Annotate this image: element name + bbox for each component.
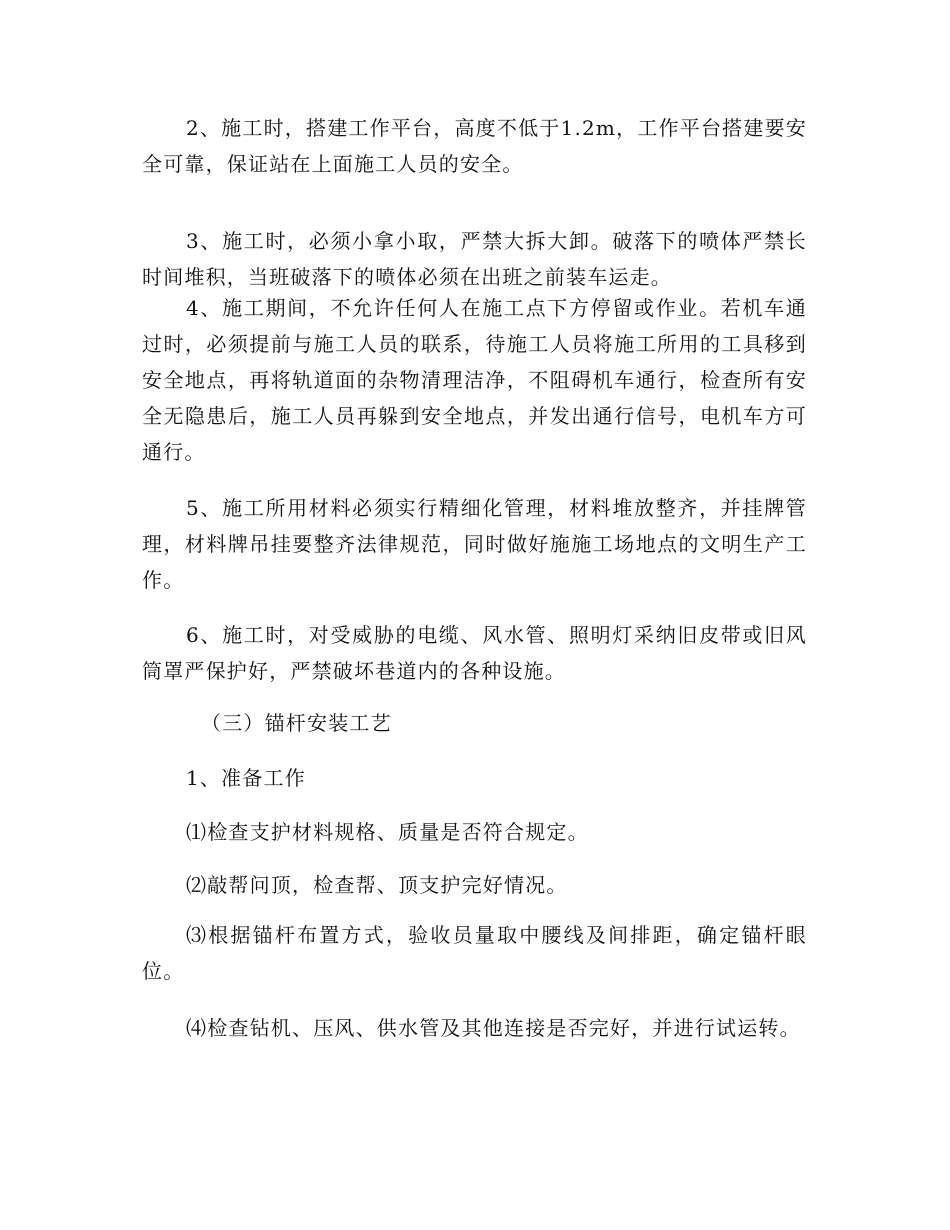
paragraph-2: 2、施工时，搭建工作平台，高度不低于1.2m，工作平台搭建要安全可靠，保证站在上面施工人员的安全。 [142,116,807,176]
list-item-3: ⑶根据锚杆布置方式，验收员量取中腰线及间排距，确定锚杆眼位。 [142,923,807,983]
paragraph-4: 4、施工期间，不允许任何人在施工点下方停留或作业。若机车通过时，必须提前与施工人员的联系，待施工人员将施工所用的工具移到安全地点，再将轨道面的杂物清理洁净，不阻碍机车通行，检查所有安全无隐患后，施工人员再躲到安全地点，并发出通行信号，电机车方可通行。 [142,296,807,464]
paragraph-5: 5、施工所用材料必须实行精细化管理，材料堆放整齐，并挂牌管理，材料牌吊挂要整齐法律规范，同时做好施施工场地点的文明生产工作。 [142,496,807,592]
section-heading: （三）锚杆安装工艺 [201,711,392,735]
list-item-2: ⑵敲帮问顶，检查帮、顶支护完好情况。 [186,873,568,897]
step-heading: 1、准备工作 [186,766,306,790]
list-item-1: ⑴检查支护材料规格、质量是否符合规定。 [186,820,589,844]
paragraph-3: 3、施工时，必须小拿小取，严禁大拆大卸。破落下的喷体严禁长时间堆积，当班破落下的喷体必须在出班之前装车运走。 [142,229,807,289]
paragraph-6: 6、施工时，对受威胁的电缆、风水管、照明灯采纳旧皮带或旧风筒罩严保护好，严禁破坏巷道内的各种设施。 [142,623,807,683]
list-item-4: ⑷检查钻机、压风、供水管及其他连接是否完好，并进行试运转。 [186,1016,801,1040]
